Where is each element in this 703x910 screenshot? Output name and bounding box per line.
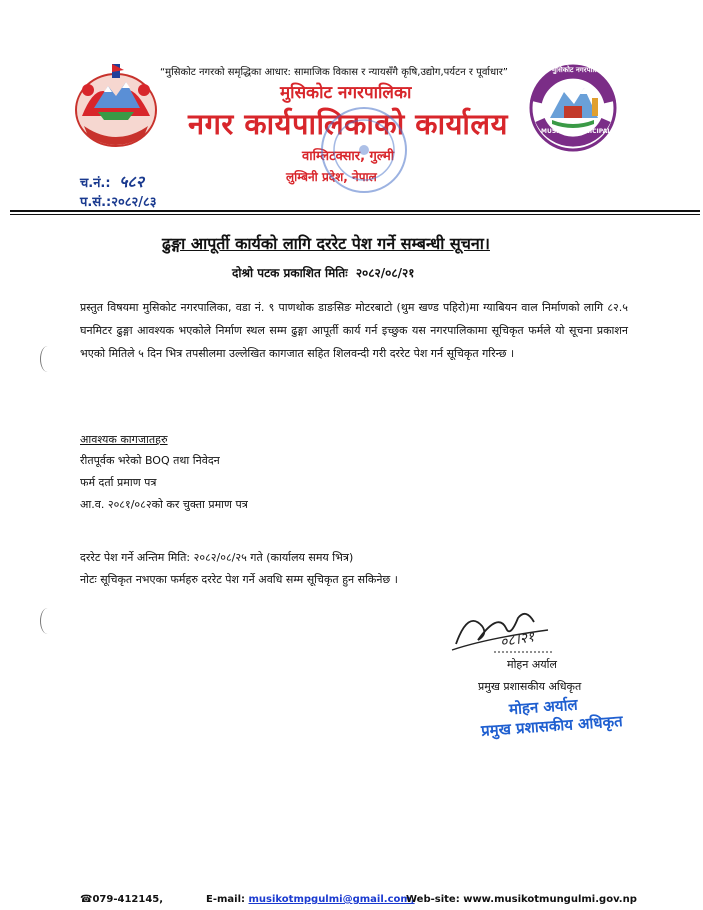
notice-note: नोटः सूचिकृत नभएका फर्महरु दररेट पेश गर्ने अवधि सम्म सूचिकृत हुन सकिनेछ । <box>80 573 398 586</box>
deadline-label: दररेट पेश गर्ने अन्तिम मिति: <box>80 551 191 564</box>
requirement-item: रीतपूर्वक भरेको BOQ तथा निवेदन <box>80 454 220 467</box>
deadline-value: २०८२/०८/२५ गते (कार्यालय समय भित्र) <box>193 551 354 564</box>
letter-number-value: २०८२/८३ <box>111 195 157 210</box>
website-label: Web-site: <box>406 894 460 905</box>
chalani-label: च.नं.: <box>80 176 111 191</box>
signatory-post: प्रमुख प्रशासकीय अधिकृत <box>478 680 582 693</box>
logo-text-bottom: MUSIKOT MUNICIPALITY <box>541 128 622 135</box>
chalani-value: ५८२ <box>119 172 145 191</box>
email-label: E-mail: <box>206 894 246 905</box>
footer-website <box>406 894 637 905</box>
chalani-number <box>80 170 144 192</box>
scan-mark <box>40 608 55 634</box>
letter-number-label: प.सं.: <box>80 195 112 210</box>
republish-date <box>232 264 415 281</box>
office-address: वाम्लिटक्सार, गुल्मी <box>302 149 395 164</box>
office-title: नगर कार्यपालिकाको कार्यालय <box>188 107 508 141</box>
scan-mark <box>40 346 55 372</box>
logo-text-top: मुसिकोट नगरपालिका <box>552 66 607 74</box>
notice-title: ढुङ्गा आपूर्ती कार्यको लागि दररेट पेश गर्ने सम्बन्धी सूचना। <box>162 234 490 253</box>
signatory-name: मोहन अर्याल <box>507 658 557 671</box>
municipality-motto: “मुसिकोट नगरको समृद्धिका आधार: सामाजिक विकास र न्यायसँगै कृषि,उद्योग,पर्यटन र पूर्वाधार” <box>160 67 508 78</box>
requirements-heading: आवश्यक कागजातहरु <box>80 433 168 446</box>
header-divider <box>10 210 700 212</box>
letter-number <box>80 192 157 210</box>
footer-email <box>206 894 415 905</box>
signature-date: ०८।२१ <box>498 629 536 651</box>
notice-body: प्रस्तुत विषयमा मुसिकोट नगरपालिका, वडा नं. ९ पाणथोक डाङसिङ मोटरबाटो (थुम खण्ड पहिरो)मा ग्याबियन वाल निर्माणको लागि ८२.५ घनमिटर ढुङ्गा आवश्यक भएकोले निर्माण स्थल सम्म ढुङ्गा आपूर्ती कार्य गर्न इच्छुक यस नगरपालिकामा सूचिकृत फर्मले यो सूचना प्रकाशन भएको मितिले ५ दिन भित्र तपसीलमा उल्लेखित कागजात सहित शिलवन्दी गरी दररेट पेश गर्न सूचिकृत गरिन्छ । <box>80 301 628 360</box>
requirement-item: फर्म दर्ता प्रमाण पत्र <box>80 476 157 489</box>
header-divider-thin <box>10 214 700 215</box>
stamp-name: मोहन अर्याल <box>508 695 579 719</box>
stamp-post: प्रमुख प्रशासकीय अधिकृत <box>480 712 624 740</box>
footer-phone: ☎079-412145, <box>80 894 164 905</box>
municipality-name: मुसिकोट नगरपालिका <box>280 83 412 103</box>
email-link[interactable]: musikotmpgulmi@gmail.com, <box>248 894 415 905</box>
municipality-logo <box>528 62 622 154</box>
submission-deadline <box>80 550 353 565</box>
office-seal-stamp <box>318 104 410 196</box>
nepal-emblem <box>68 56 164 152</box>
republish-label: दोश्रो पटक प्रकाशित मितिः <box>232 266 348 280</box>
website-link[interactable]: www.musikotmungulmi.gov.np <box>463 894 637 905</box>
office-province: लुम्बिनी प्रदेश, नेपाल <box>286 170 377 184</box>
republish-value: २०८२/०८/२१ <box>355 266 415 280</box>
requirement-item: आ.व. २०८१/०८२को कर चुक्ता प्रमाण पत्र <box>80 498 248 511</box>
